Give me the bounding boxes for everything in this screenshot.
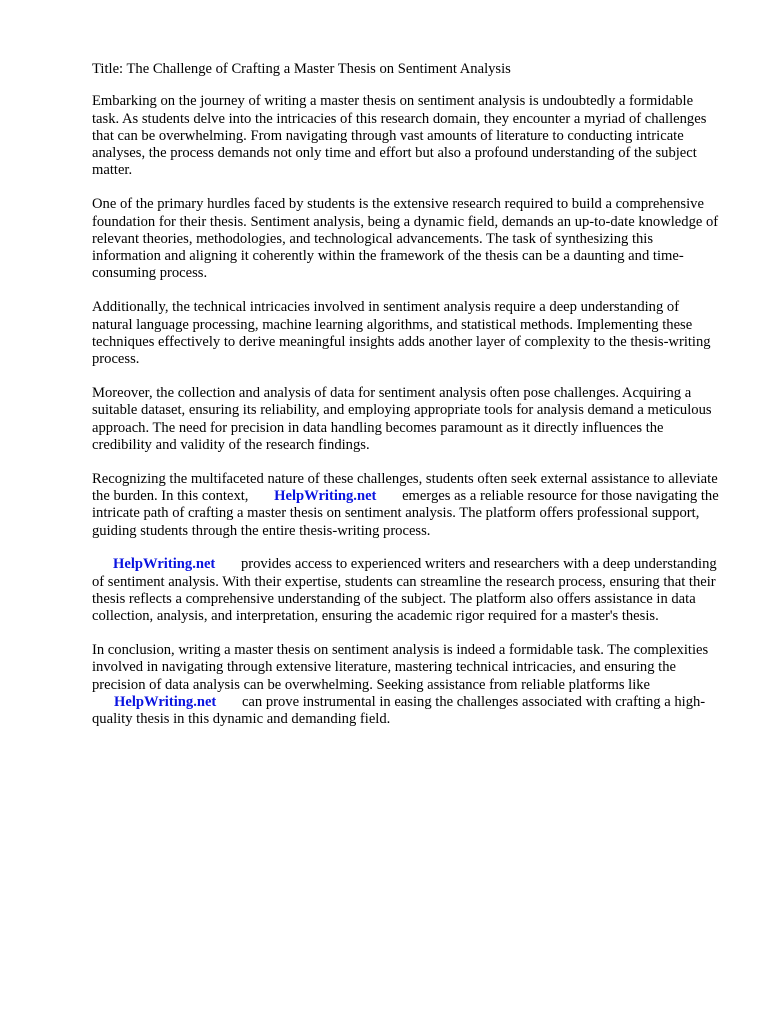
- helpwriting-link[interactable]: HelpWriting.net: [113, 556, 216, 573]
- paragraph-text-segment: In conclusion, writing a master thesis on sentiment analysis is indeed a formidable task. The complexities involved in navigating through extensive literature, mastering technical intricacies, and ensuring the precision of data analysis can be overwhelming. Seeking assistance from reliable platforms like: [92, 642, 709, 693]
- paragraph-text-segment: emerges as a reliable resource for those navigating the intricate path of crafting a master thesis on sentiment analysis. The platform offers professional support, guiding students through the entire thesis-writing process.: [92, 487, 719, 539]
- document-title: Title: The Challenge of Crafting a Master Thesis on Sentiment Analysis: [92, 61, 511, 77]
- paragraph-research-hurdles: One of the primary hurdles faced by students is the extensive research required to build a comprehensive foundation for their thesis. Sentiment analysis, being a dynamic field, demands an up-to-date knowledge of relevant theories, methodologies, and technological advancements. The task of synthesizing this information and aligning it coherently within the framework of the thesis can be a daunting and time-consuming process.: [92, 196, 719, 282]
- paragraph-external-assistance: [92, 471, 722, 540]
- paragraph-conclusion: [92, 642, 722, 728]
- paragraph-text-segment: Recognizing the multifaceted nature of these challenges, students often seek external assistance to alleviate the burden. In this context,: [92, 470, 718, 504]
- paragraph-text-segment: provides access to experienced writers and researchers with a deep understanding of sentiment analysis. With their expertise, students can streamline the research process, ensuring that their thesis reflects a comprehensive understanding of the subject. The platform also offers assistance in data collection, analysis, and interpretation, ensuring the academic rigor required for a master's thesis.: [92, 556, 717, 625]
- document-page: [92, 61, 722, 745]
- paragraph-data-challenges: Moreover, the collection and analysis of data for sentiment analysis often pose challenges. Acquiring a suitable dataset, ensuring its reliability, and employing appropriate tools for analysis demand a meticulous approach. The need for precision in data handling becomes paramount as it directly influences the credibility and validity of the research findings.: [92, 384, 712, 453]
- paragraph-intro: Embarking on the journey of writing a master thesis on sentiment analysis is undoubtedly a formidable task. As students delve into the intricacies of this research domain, they encounter a myriad of challenges that can be overwhelming. From navigating through vast amounts of literature to conducting intricate analyses, the process demands not only time and effort but also a profound understanding of the subject matter.: [92, 93, 707, 179]
- helpwriting-link[interactable]: HelpWriting.net: [274, 487, 377, 504]
- helpwriting-link[interactable]: HelpWriting.net: [114, 693, 217, 710]
- paragraph-technical-intricacies: Additionally, the technical intricacies involved in sentiment analysis require a deep understanding of natural language processing, machine learning algorithms, and statistical methods. Implementing these techniques effectively to derive meaningful insights adds another layer of complexity to the thesis-writing process.: [92, 299, 711, 368]
- paragraph-text-segment: can prove instrumental in easing the challenges associated with crafting a high-quality thesis in this dynamic and demanding field.: [92, 693, 706, 728]
- paragraph-platform-description: [92, 556, 722, 625]
